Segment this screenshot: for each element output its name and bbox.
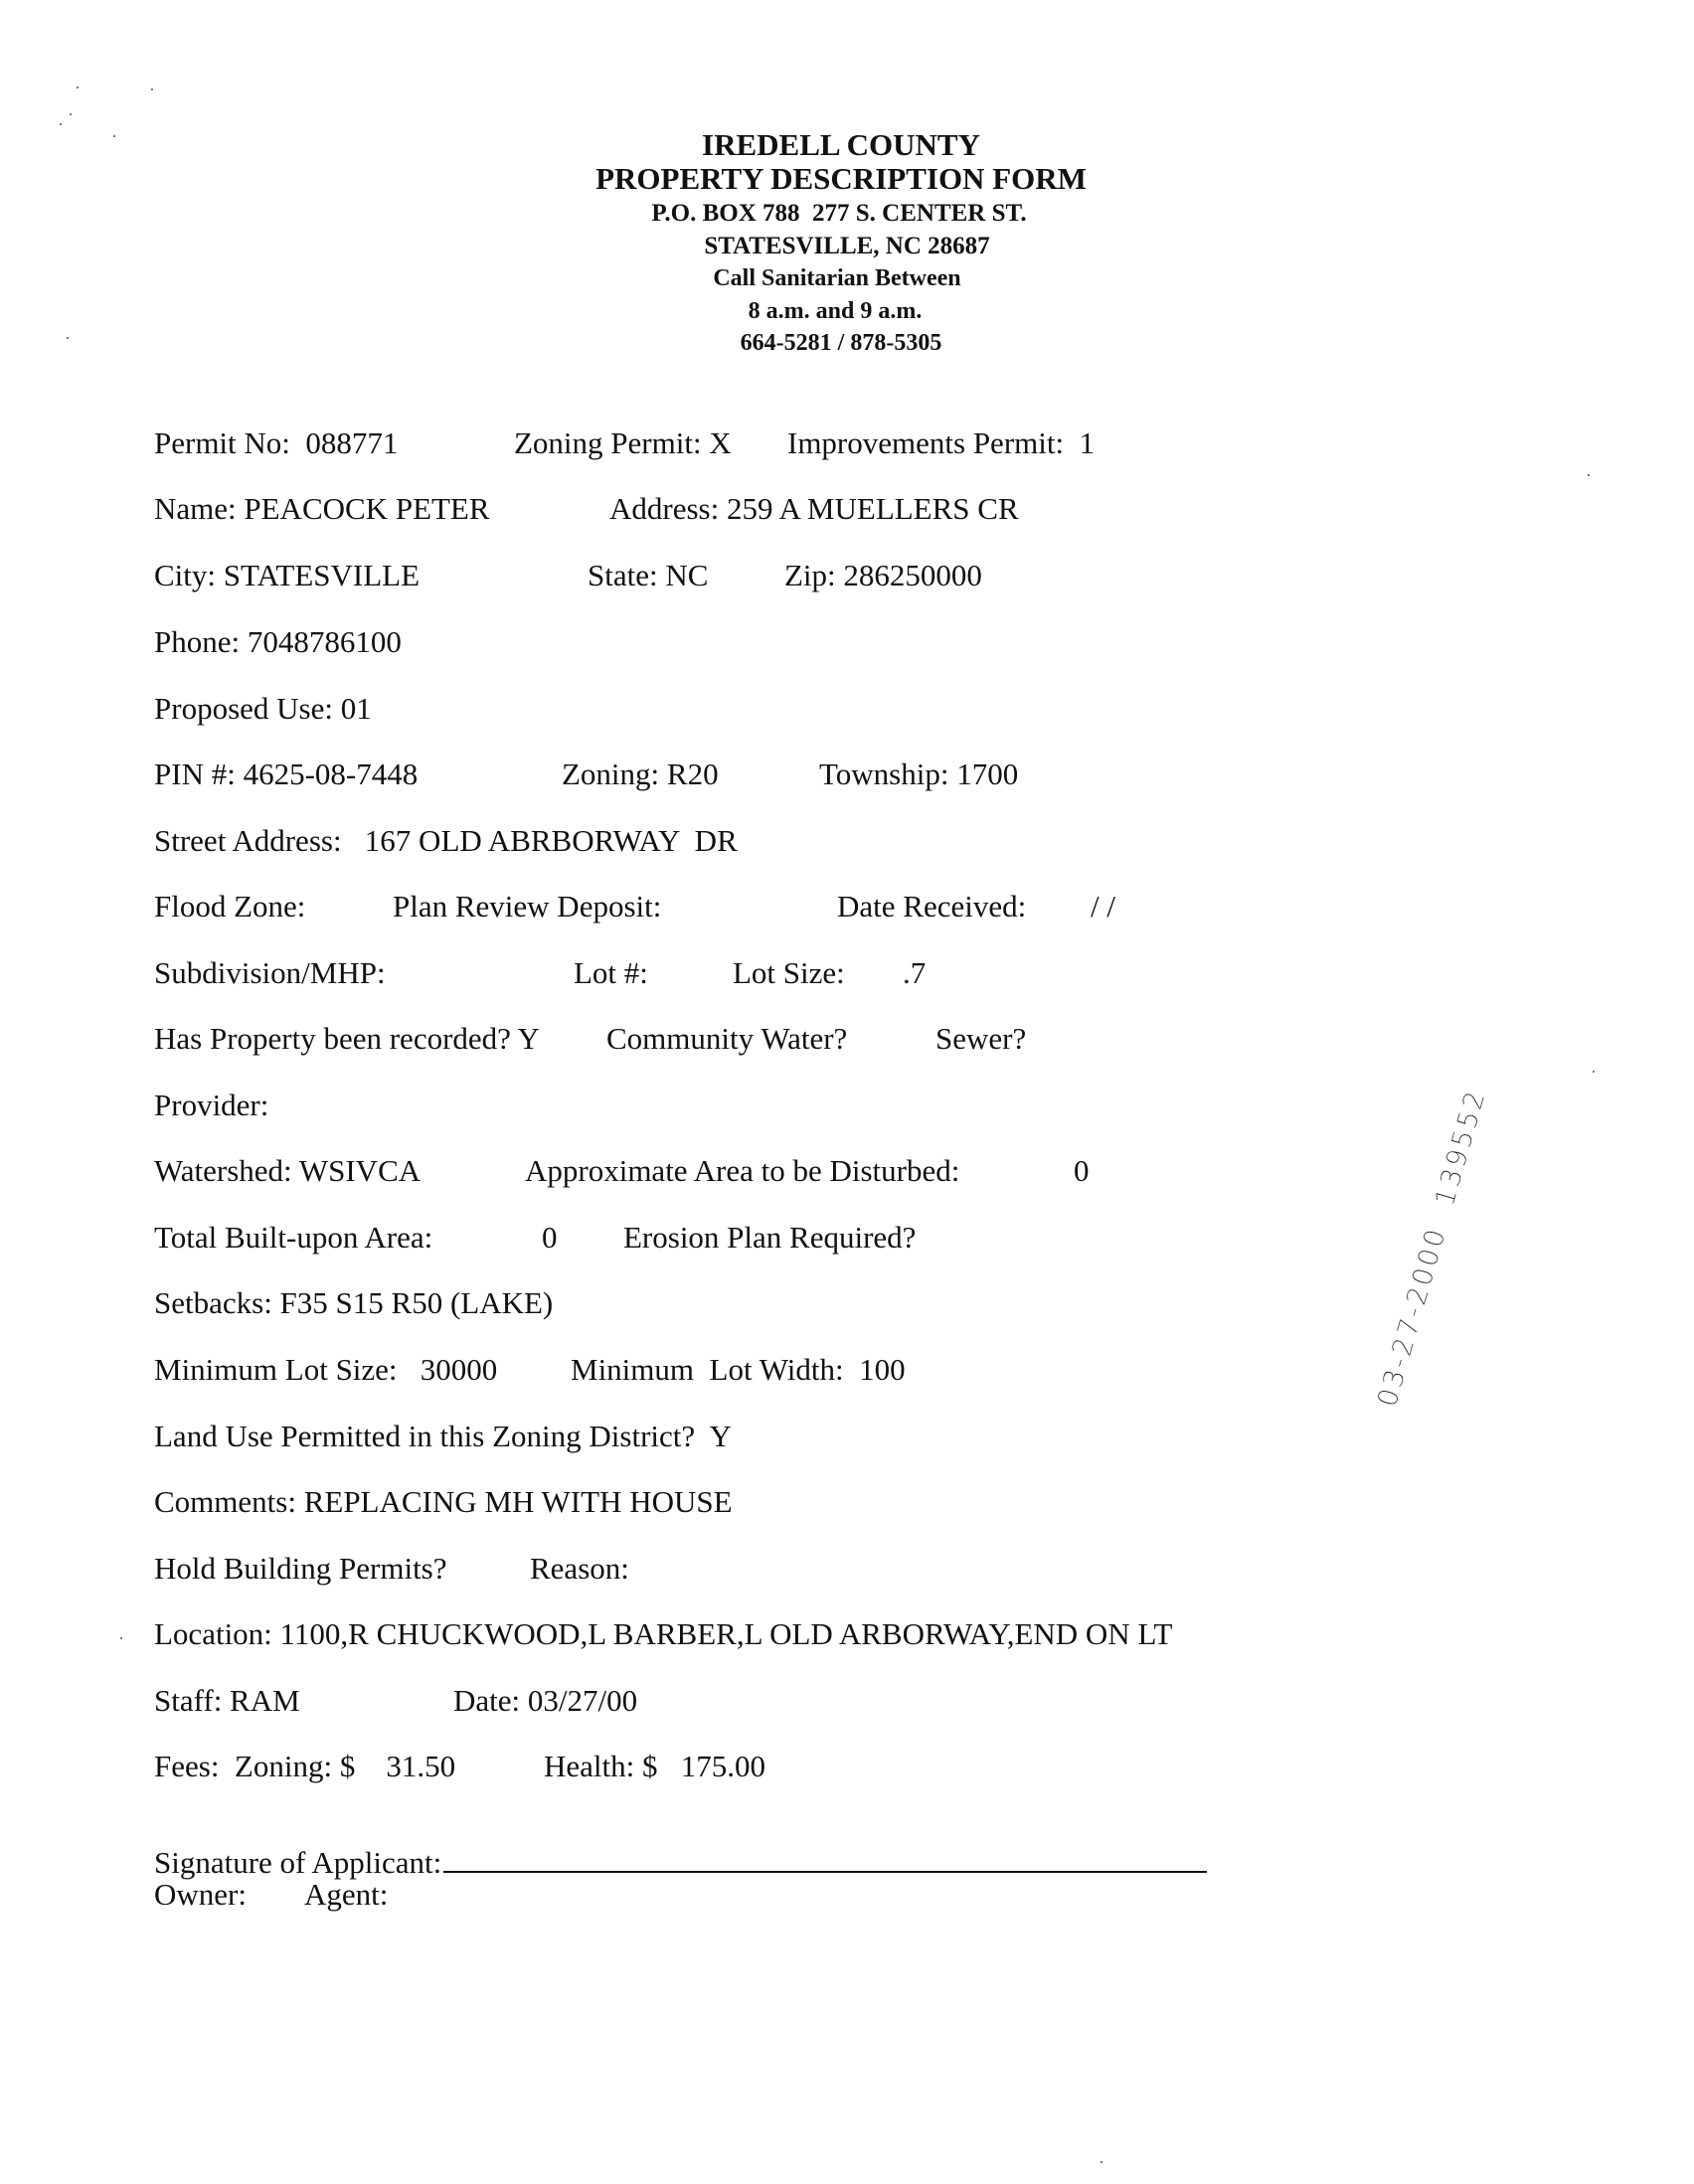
staff: Staff: RAM [154,1683,300,1718]
signature-label: Signature of Applicant: [154,1845,442,1880]
scan-speck [120,1637,122,1639]
scan-speck [1593,1071,1595,1073]
built-upon-value: 0 [542,1220,558,1255]
area-disturbed-value: 0 [1074,1153,1090,1188]
fees-health: Health: $ 175.00 [544,1749,765,1783]
lot-size-label: Lot Size: [733,955,845,990]
scan-speck [60,123,62,125]
zoning-district: Zoning: R20 [562,756,719,791]
signature-line[interactable] [443,1843,1207,1873]
applicant-state: State: NC [588,558,709,592]
land-use-permitted: Land Use Permitted in this Zoning District? Y [154,1419,732,1453]
sewer: Sewer? [935,1021,1027,1056]
call-hours: 8 a.m. and 9 a.m. [748,298,923,324]
county-title: IREDELL COUNTY [702,127,980,162]
minimum-lot-width: Minimum Lot Width: 100 [571,1352,906,1387]
applicant-name: Name: PEACOCK PETER [154,491,490,526]
erosion-plan: Erosion Plan Required? [623,1220,917,1255]
scan-speck [113,135,115,137]
improvements-permit: Improvements Permit: 1 [787,425,1096,460]
scan-speck [70,113,72,115]
date-received-label: Date Received: [837,889,1027,924]
office-city: STATESVILLE, NC 28687 [704,233,990,259]
scan-speck [67,337,69,339]
plan-review-deposit: Plan Review Deposit: [393,889,662,924]
scan-speck [1588,474,1590,476]
community-water: Community Water? [606,1021,848,1056]
scan-speck [77,86,79,88]
office-phones: 664-5281 / 878-5305 [740,330,942,356]
scan-speck [1101,2161,1102,2163]
setbacks: Setbacks: F35 S15 R50 (LAKE) [154,1285,554,1320]
built-upon-label: Total Built-upon Area: [154,1220,433,1255]
area-disturbed-label: Approximate Area to be Disturbed: [525,1153,960,1188]
applicant-city: City: STATESVILLE [154,558,421,592]
call-instructions: Call Sanitarian Between [713,265,961,291]
hold-building-permits: Hold Building Permits? [154,1551,447,1586]
lot-number: Lot #: [574,955,648,990]
date-received-value: / / [1091,889,1115,924]
property-recorded: Has Property been recorded? Y [154,1021,540,1056]
location-directions: Location: 1100,R CHUCKWOOD,L BARBER,L OLD ARBORWAY,END ON LT [154,1616,1173,1651]
flood-zone: Flood Zone: [154,889,306,924]
comments: Comments: REPLACING MH WITH HOUSE [154,1484,733,1519]
applicant-phone: Phone: 7048786100 [154,624,402,659]
watershed: Watershed: WSIVCA [154,1153,422,1188]
zoning-permit: Zoning Permit: X [514,425,732,460]
staff-date: Date: 03/27/00 [453,1683,638,1718]
owner-label: Owner: [154,1877,247,1912]
minimum-lot-size: Minimum Lot Size: 30000 [154,1352,498,1387]
provider: Provider: [154,1088,269,1122]
scan-speck [151,88,153,90]
agent-label: Agent: [304,1877,389,1912]
street-address: Street Address: 167 OLD ABRBORWAY DR [154,823,738,858]
proposed-use: Proposed Use: 01 [154,691,372,726]
office-address: P.O. BOX 788 277 S. CENTER ST. [651,200,1027,227]
form-title: PROPERTY DESCRIPTION FORM [595,161,1087,196]
signature-row [154,1843,1207,1881]
pin-number: PIN #: 4625-08-7448 [154,756,419,791]
permit-number: Permit No: 088771 [154,425,399,460]
township: Township: 1700 [819,756,1019,791]
applicant-address: Address: 259 A MUELLERS CR [609,491,1019,526]
applicant-zip: Zip: 286250000 [784,558,982,592]
lot-size-value: .7 [903,955,927,990]
subdivision: Subdivision/MHP: [154,955,386,990]
fees-zoning: Fees: Zoning: $ 31.50 [154,1749,456,1783]
hold-reason: Reason: [530,1551,629,1586]
date-stamp: 03-27-2000 139552 [1372,1085,1493,1411]
